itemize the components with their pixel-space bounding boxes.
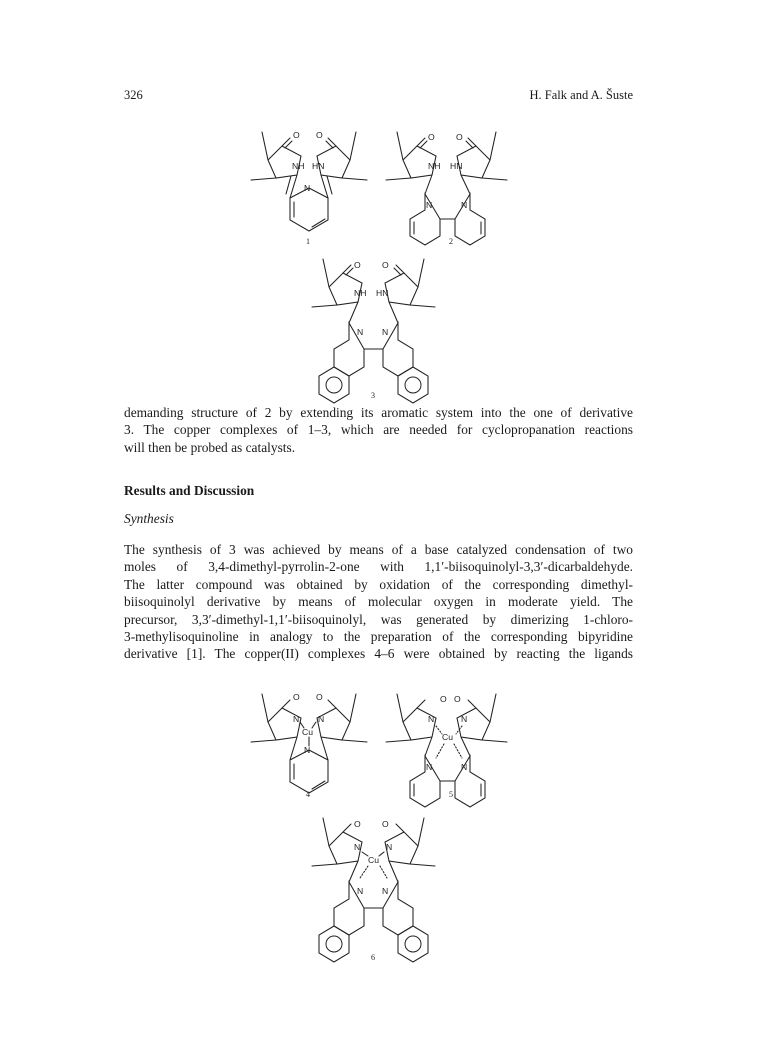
nh-label: NH	[428, 161, 441, 171]
nitrogen-label: N	[426, 200, 433, 210]
nitrogen-label: N	[461, 714, 468, 724]
page-number: 326	[124, 88, 143, 102]
nitrogen-label: N	[428, 714, 435, 724]
nitrogen-label: N	[293, 714, 300, 724]
oxygen-label: O	[382, 819, 389, 829]
synthesis-paragraph	[124, 541, 633, 663]
hn-label: HN	[312, 161, 325, 171]
oxygen-label: O	[316, 692, 323, 702]
nitrogen-label: N	[357, 327, 364, 337]
nitrogen-label: N	[386, 842, 393, 852]
compound-label-3: 3	[371, 391, 375, 400]
compound-label-1: 1	[306, 237, 310, 246]
hn-label: HN	[376, 288, 389, 298]
compound-label-4: 4	[306, 790, 310, 799]
copper-label: Cu	[302, 727, 313, 737]
compound-label-5: 5	[449, 790, 453, 799]
copper-label: Cu	[442, 732, 453, 742]
section-heading: Results and Discussion	[124, 483, 255, 498]
text-line: The synthesis of 3 was achieved by means of a base catalyzed condensation of two	[124, 542, 633, 557]
text-line: derivative [1]. The copper(II) complexes 4–6 were obtained by reacting the ligands	[124, 646, 633, 662]
text-line: precursor, 3,3′-dimethyl-1,1′-biisoquinolyl, was generated by dimerizing 1-chloro-	[124, 611, 633, 627]
text-line: demanding structure of 2 by extending its aromatic system into the one of derivative	[124, 405, 633, 420]
oxygen-label: O	[293, 130, 300, 140]
compound-label-2: 2	[449, 237, 453, 246]
nitrogen-label: N	[304, 745, 311, 755]
page-header	[124, 88, 633, 106]
nitrogen-label: N	[461, 762, 468, 772]
oxygen-label: O	[316, 130, 323, 140]
nitrogen-label: N	[382, 886, 389, 896]
oxygen-label: O	[293, 692, 300, 702]
compound-label-6: 6	[371, 953, 375, 962]
running-head: H. Falk and A. Šuste	[529, 88, 633, 102]
oxygen-label: O	[454, 694, 461, 704]
oxygen-label: O	[354, 819, 361, 829]
oxygen-label: O	[382, 260, 389, 270]
nitrogen-label: N	[304, 183, 311, 193]
structure-4-6	[0, 680, 757, 970]
nitrogen-label: N	[426, 762, 433, 772]
text-line: biisoquinolyl derivative by means of molecular oxygen in moderate yield. The	[124, 594, 633, 610]
oxygen-label: O	[428, 132, 435, 142]
nitrogen-label: N	[382, 327, 389, 337]
nh-label: NH	[354, 288, 367, 298]
text-line: The latter compound was obtained by oxidation of the corresponding dimethyl-	[124, 576, 633, 592]
copper-label: Cu	[368, 855, 379, 865]
structure-1	[0, 118, 757, 403]
hn-label: HN	[450, 161, 463, 171]
section-subheading: Synthesis	[124, 511, 174, 526]
text-line: 3-methylisoquinoline in analogy to the preparation of the corresponding bipyridine	[124, 629, 633, 645]
nitrogen-label: N	[354, 842, 361, 852]
nitrogen-label: N	[357, 886, 364, 896]
oxygen-label: O	[456, 132, 463, 142]
oxygen-label: O	[354, 260, 361, 270]
nitrogen-label: N	[318, 714, 325, 724]
intro-paragraph	[124, 404, 633, 456]
nh-label: NH	[292, 161, 305, 171]
text-line: 3. The copper complexes of 1–3, which are needed for cyclopropanation reactions	[124, 422, 633, 438]
nitrogen-label: N	[461, 200, 468, 210]
text-line: will then be probed as catalysts.	[124, 439, 296, 455]
oxygen-label: O	[440, 694, 447, 704]
text-line: moles of 3,4-dimethyl-pyrrolin-2-one with 1,1′-biisoquinolyl-3,3′-dicarbaldehyde.	[124, 559, 633, 575]
